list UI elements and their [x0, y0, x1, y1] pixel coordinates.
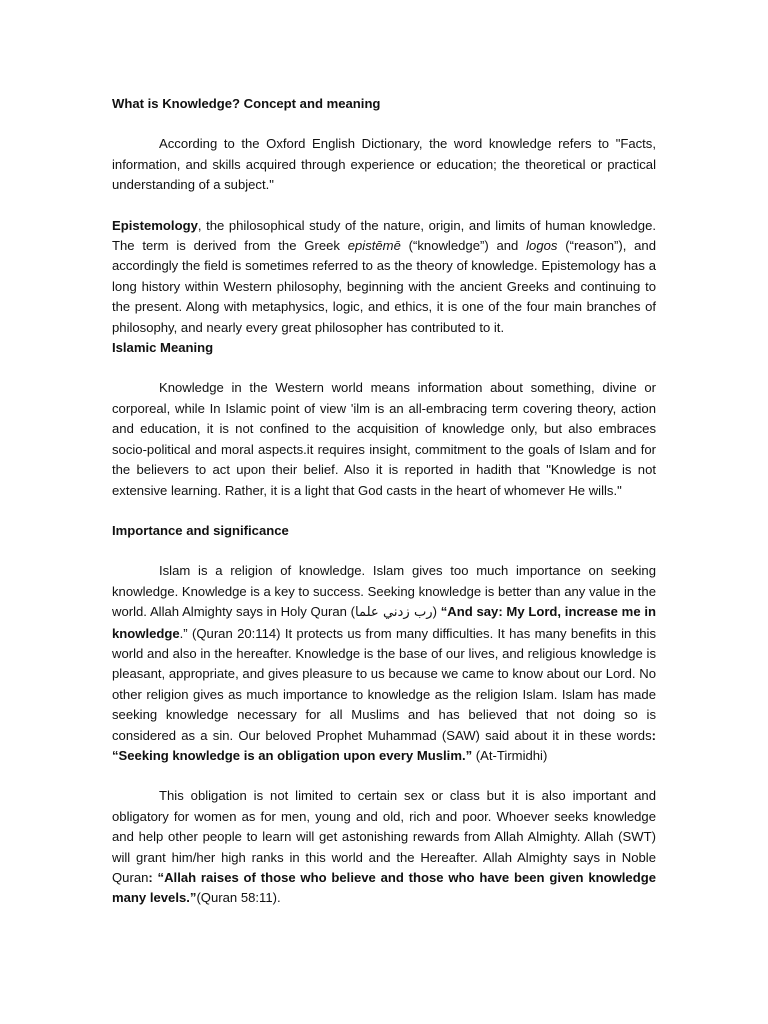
- text-segment: Islam is a religion of knowledge. Islam gives too much importance on seeking knowledge. Knowledge is a key to success. Seeking knowledge is better than any value in the world. Allah Almighty says in Holy Quran (: [112, 563, 656, 620]
- quran-quote-20-114: “And say: My Lord, increase me in knowledge: [112, 604, 656, 641]
- document-body: [112, 94, 656, 909]
- heading-concept: What is Knowledge? Concept and meaning: [112, 96, 381, 111]
- arabic-quote: رب زدني علما: [355, 605, 433, 621]
- text-segment: , the philosophical study of the nature, origin, and limits of human knowledge. The term is derived from the Greek: [112, 217, 656, 254]
- text-segment: (“reason”), and accordingly the field is sometimes referred to as the theory of knowledge. Epistemology has a long history within Western philosophy, beginning with the ancient Greeks and continuing to the present. Along with metaphysics, logic, and ethics, it is one of the four main branches of philosophy, and nearly every great philosopher has contributed to it.: [112, 238, 656, 335]
- text-segment: (“knowledge”) and: [400, 238, 527, 254]
- hadith-quote: : “Seeking knowledge is an obligation upon every Muslim.”: [112, 727, 656, 763]
- paragraph-importance: [112, 561, 656, 766]
- paragraph-oxford-definition: According to the Oxford English Dictionary, the word knowledge refers to "Facts, information, and skills acquired through experience or education; the theoretical or practical understanding of a subject.": [112, 136, 656, 193]
- text-segment: ): [432, 604, 441, 620]
- heading-importance: Importance and significance: [112, 522, 289, 538]
- paragraph-islamic-meaning: Knowledge in the Western world means information about something, divine or corporeal, while In Islamic point of view 'ilm is an all-embracing term covering theory, action and education, it is not confined to the acquisition of knowledge only, but also embraces socio-political and moral aspects.it requires insight, commitment to the goals of Islam and for the believers to act upon their belief. Also it is reported in hadith that "Knowledge is not extensive learning. Rather, it is a light that God casts in the heart of whomever He wills.": [112, 380, 656, 498]
- text-segment: .” (Quran 20:114) It protects us from many difficulties. It has many benefits in this world and also in the hereafter. Knowledge is the base of our lives, and religious knowledge is pleasant, appropriate, and gives pleasure to us because we came to know about our Lord. No other religion gives as much importance to knowledge as the religion Islam. Islam has made seeking knowledge necessary for all Muslims and has believed that not doing so is considered as a sin. Our beloved Prophet Muhammad (SAW) said about it in these words: [112, 625, 656, 743]
- term-logos: logos: [526, 238, 558, 254]
- term-episteme: epistēmē: [347, 238, 401, 254]
- quran-quote-58-11: : “Allah raises of those who believe and those who have been given knowledge many levels.”: [112, 870, 656, 906]
- text-segment: (Quran 58:11).: [196, 890, 281, 906]
- paragraph-epistemology: [112, 216, 656, 338]
- text-segment: This obligation is not limited to certain sex or class but it is also important and obligatory for women as for men, young and old, rich and poor. Whoever seeks knowledge and help other people to learn will get astonishing rewards from Allah Almighty. Allah (SWT) will grant him/her high ranks in this world and the Hereafter. Allah Almighty says in Noble Quran: [112, 788, 656, 885]
- text-segment: (At-Tirmidhi): [472, 747, 548, 763]
- paragraph-obligation: [112, 786, 656, 908]
- heading-islamic-meaning: Islamic Meaning: [112, 340, 214, 356]
- term-epistemology: Epistemology: [112, 217, 198, 233]
